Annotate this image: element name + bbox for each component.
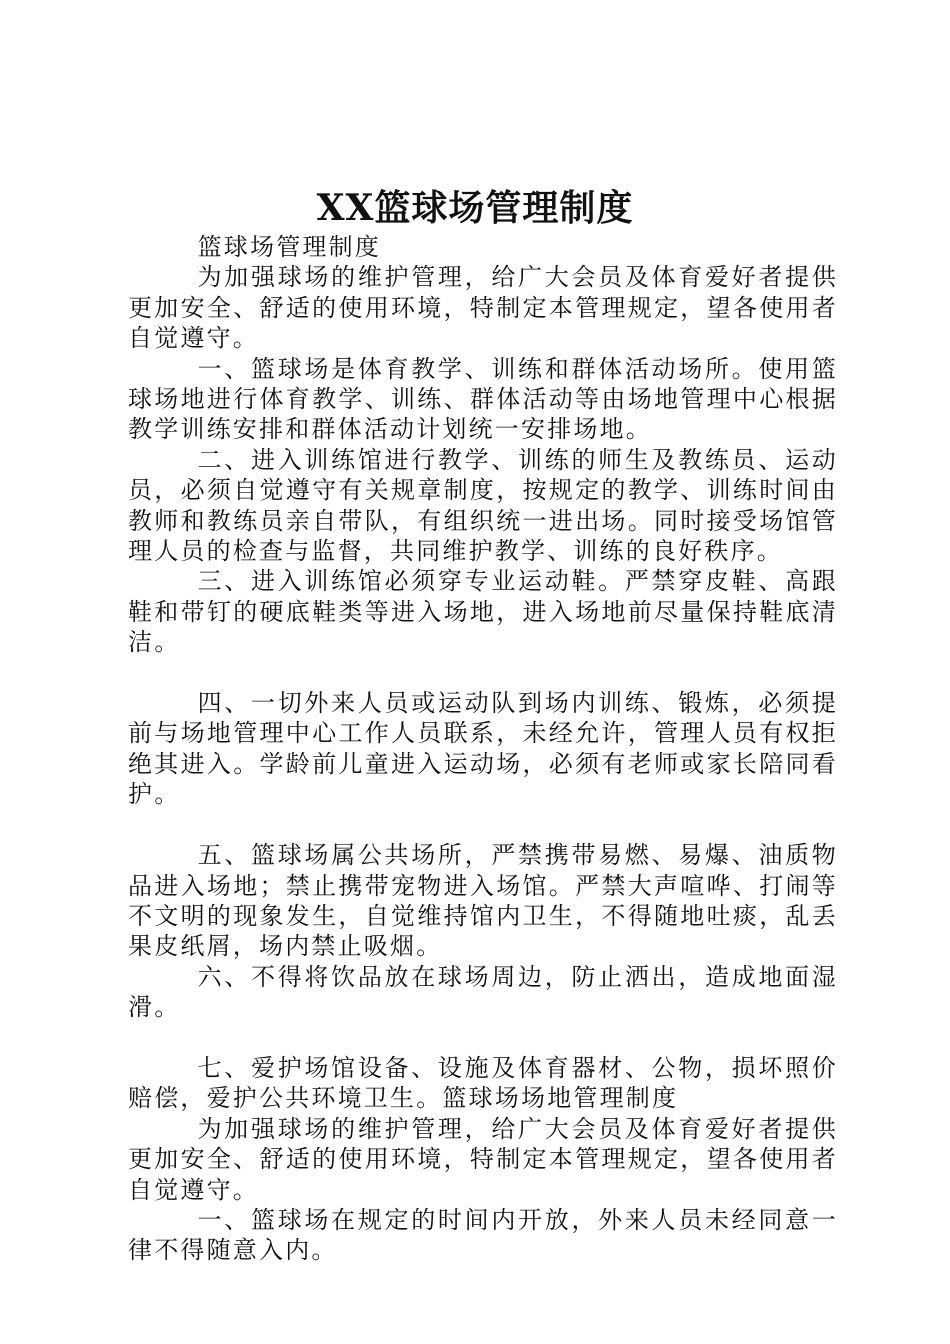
paragraph-intro-2: 为加强球场的维护管理，给广大会员及体育爱好者提供更加安全、舒适的使用环境，特制定本管理规定，望各使用者自觉遵守。 bbox=[128, 1114, 838, 1204]
paragraph-rule-3: 三、进入训练馆必须穿专业运动鞋。严禁穿皮鞋、高跟鞋和带钉的硬底鞋类等进入场地，进入场地前尽量保持鞋底清洁。 bbox=[128, 567, 838, 657]
paragraph-rule-7: 七、爱护场馆设备、设施及体育器材、公物，损坏照价赔偿，爱护公共环境卫生。篮球场场地管理制度 bbox=[128, 1053, 838, 1113]
paragraph-intro: 为加强球场的维护管理，给广大会员及体育爱好者提供更加安全、舒适的使用环境，特制定本管理规定，望各使用者自觉遵守。 bbox=[128, 263, 838, 353]
paragraph-rule-1b: 一、篮球场在规定的时间内开放，外来人员未经同意一律不得随意入内。 bbox=[128, 1205, 838, 1265]
paragraph-rule-4: 四、一切外来人员或运动队到场内训练、锻炼，必须提前与场地管理中心工作人员联系，未经允许，管理人员有权拒绝其进入。学龄前儿童进入运动场，必须有老师或家长陪同看护。 bbox=[128, 689, 838, 809]
document-body bbox=[128, 232, 838, 1266]
paragraph-rule-6: 六、不得将饮品放在球场周边，防止洒出，造成地面湿滑。 bbox=[128, 962, 838, 1022]
paragraph-rule-5: 五、篮球场属公共场所，严禁携带易燃、易爆、油质物品进入场地；禁止携带宠物进入场馆。严禁大声喧哗、打闹等不文明的现象发生，自觉维持馆内卫生，不得随地吐痰，乱丢果皮纸屑，场内禁止吸烟。 bbox=[128, 841, 838, 961]
paragraph-subtitle: 篮球场管理制度 bbox=[197, 233, 381, 261]
paragraph-rule-1: 一、篮球场是体育教学、训练和群体活动场所。使用篮球场地进行体育教学、训练、群体活动等由场地管理中心根据教学训练安排和群体活动计划统一安排场地。 bbox=[128, 354, 838, 444]
document-title: XX篮球场管理制度 bbox=[316, 187, 634, 229]
paragraph-rule-2: 二、进入训练馆进行教学、训练的师生及教练员、运动员，必须自觉遵守有关规章制度，按规定的教学、训练时间由教师和教练员亲自带队，有组织统一进出场。同时接受场馆管理人员的检查与监督，共同维护教学、训练的良好秩序。 bbox=[128, 445, 838, 566]
